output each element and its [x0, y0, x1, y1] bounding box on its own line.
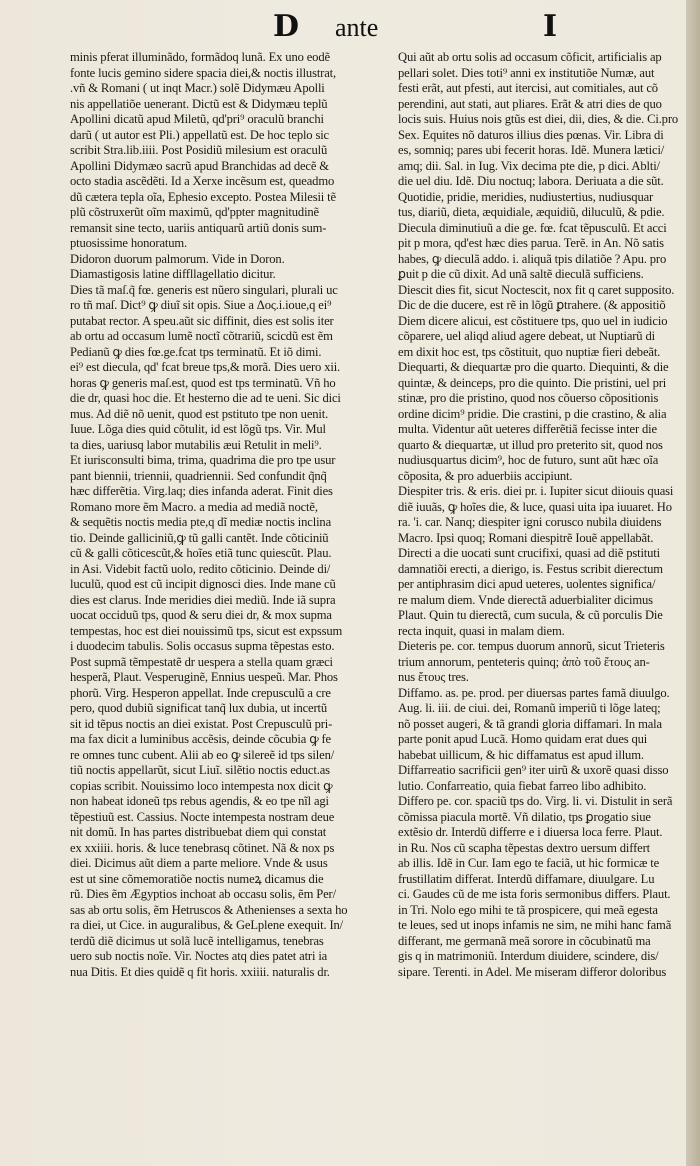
- text-line: multa. Videntur aũt ueteres differẽtiã fecisse inter die: [398, 422, 657, 436]
- text-line: ordine dicim⁹ pridie. Die crastini, p die crastino, & alia: [398, 406, 667, 421]
- text-line: ro tñ maſ. Dict⁹ ꝙ diuĩ sit opis. Siue a Δος.i.ioue,q ei⁹: [70, 298, 332, 312]
- text-line: ra diei, ut Cice. in auguralibus, & GeLplene exequit. In/: [70, 918, 343, 932]
- text-line: remansit sine tecto, uariis antiquarũ artiũ donis sum-: [70, 220, 327, 235]
- text-line: Diecula diminutiuũ a die ge. fœ. fcat tẽpusculũ. Et acci: [398, 220, 667, 235]
- section-letter-left: D: [273, 9, 300, 44]
- text-line: Diem dicere alicui, est cõstituere tps, quo uel in iudicio: [398, 313, 668, 328]
- text-line: differant, me germanã meã sorore in cõcubinatũ ma: [398, 933, 651, 948]
- text-line: habebat uillicum, & hic diffamatus est apud illum.: [398, 747, 644, 762]
- text-line: tempestas, hoc est diei nouissimũ tps, sicut est expssum: [70, 623, 343, 638]
- text-line: Dieteris pe. cor. tempus duorum annorũ, sicut Trieteris: [398, 639, 665, 653]
- text-line: Macro. Ipsi quoq; Romani diespitrẽ Iouẽ appellabãt.: [398, 530, 654, 545]
- text-line: ei⁹ est diecula, qd' fcat breue tps,& morã. Dies uero xii.: [70, 360, 341, 374]
- text-line: die dr, quasi hoc die. Et hesterno die ad te ueni. Sic dici: [70, 391, 341, 405]
- text-line: Aug. li. iii. de ciui. dei, Romanũ imperiũ ti lõge lateq;: [398, 701, 661, 715]
- text-line: horas ꝙ generis maſ.est, quod est tps terminatũ. Vñ ho: [70, 375, 336, 390]
- text-line: fonte lucis gemino sidere spacia diei,& noctis illustrat,: [70, 65, 336, 80]
- text-line: Plaut. Quin tu dierectã, cum sucula, & cũ porculis Die: [398, 608, 663, 622]
- text-line: diei. Dicimus aũt diem a parte meliore. Vnde & usus: [70, 856, 328, 870]
- text-line: Didoron duorum palmorum. Vide in Doron.: [70, 251, 285, 266]
- text-line: scribit Stra.lib.iiii. Post Posidiũ milesium est oraculũ: [70, 143, 328, 157]
- text-line: festi erãt, aut pfesti, aut itercisi, aut comitiales, aut cõ: [398, 81, 658, 95]
- text-line: sit id tẽpus noctis an diei existat. Post Crepusculũ pri-: [70, 716, 333, 731]
- text-line: perendini, aut stati, aut pliares. Erãt & atri dies de quo: [398, 96, 662, 111]
- text-line: recta inquit, quasi in malam diem.: [398, 623, 565, 638]
- text-line: te leues, sed ut inops infamis ne sim, ne mihi hanc famã: [398, 918, 672, 932]
- text-line: luculũ, quod est cũ incipit dignosci dies. Inde mane cũ: [70, 577, 336, 591]
- text-line: Iuue. Lõga dies quid cõtulit, id est lõgũ tps. Vir. Mul: [70, 422, 326, 436]
- text-line: putabat rector. A speu.aũt sic diffinit, dies est solis iter: [70, 313, 334, 328]
- text-line: uocat occiduũ tps, quod & seru diei dr, & mox supma: [70, 608, 332, 622]
- text-line: Diamastigosis latine diffllagellatio dicitur.: [70, 267, 276, 281]
- text-line: Sex. Equites nõ daturos illius dies pœnas. Vir. Libra di: [398, 127, 664, 142]
- text-line: terdũ diẽ dicimus ut solã lucẽ intelligamus, tenebras: [70, 933, 324, 948]
- text-line: re omnes tunc cubent. Alii ab eo ꝙ silereẽ id tps silen/: [70, 747, 335, 762]
- text-line: quarto & diequartæ, ut illud pro preterito sit, quod nos: [398, 437, 663, 452]
- text-line: Diffamo. as. pe. prod. per diuersas partes famã diuulgo.: [398, 685, 670, 700]
- text-line: cõparere, uel aliqd aliud agere debeat, ut Nuptiarũ di: [398, 329, 655, 343]
- running-head: ante: [335, 13, 379, 42]
- text-line: nua Ditis. Et dies quidẽ q fit horis. xxiiii. naturalis dr.: [70, 964, 330, 979]
- text-line: ci. Gaudes cũ de me ista foris sermonibus differs. Plaut.: [398, 887, 671, 901]
- text-line: uero sub noctis noĩe. Vir. Noctes atq dies patet atri ia: [70, 949, 328, 963]
- text-line: sas ab ortu solis, ẽm Hetruscos & Athenienses a sexta ho: [70, 902, 348, 917]
- text-line: octo stadia ascẽdẽti. Id a Xerxe incẽsum est, queadmo: [70, 174, 335, 188]
- text-line: quintæ, & deinceps, pro die quinto. Die pristini, uel pri: [398, 375, 667, 390]
- text-line: cũ & galli cõticescũt,& hoĩes etiã tunc quiescũt. Plau.: [70, 546, 332, 560]
- text-line: tus, diariũ, dieta, æquidiale, æquidiũ, diluculũ, & pdie.: [398, 205, 665, 219]
- text-line: Post supmã tẽmpestatẽ dr uespera a stella quam græci: [70, 654, 333, 669]
- text-line: dũ cætera tepla oĩa, Ephesio excepto. Postea Milesii tẽ: [70, 189, 336, 204]
- text-line: tio. Deinde galliciniũ,ꝙ tũ galli cantẽt. Inde cõticiniũ: [70, 530, 329, 545]
- text-line: nis appellatiõe uenerant. Dictũ est & Didymæu teplũ: [70, 96, 328, 111]
- text-line: ra. 'i. car. Nanq; diespiter igni corusco nubila diuidens: [398, 515, 662, 529]
- left-column: [70, 50, 392, 980]
- text-line: est ut sine cõmemoratiõe noctis numeꝝ dicamus die: [70, 871, 324, 886]
- text-line: ꝑuit p die cũ dixit. Ad unã saltẽ dieculã sufficiens.: [398, 267, 644, 281]
- text-line: ta dies, uariusq labor mutabilis æui Retulit in meli⁹.: [70, 437, 322, 452]
- page-header: [0, 10, 700, 46]
- text-line: damnatiõi erecti, a dierigo, is. Festus scribit dierectum: [398, 561, 663, 576]
- text-line: cõposita, & pro aduerbiis accipiunt.: [398, 468, 573, 483]
- text-line: rũ. Dies ẽm Ægyptios inchoat ab occasu solis, ẽm Per/: [70, 887, 336, 901]
- text-line: Et iurisconsulti bima, trima, quadrima die pro tpe usur: [70, 453, 336, 467]
- text-line: extẽsio dr. Interdũ differre e i diuersa loca ferre. Plaut.: [398, 825, 663, 839]
- text-line: ab illis. Idẽ in Cur. Iam ego te faciã, ut hic formicæ te: [398, 856, 660, 870]
- text-line: es, somniq; pares ubi fecerit horas. Idẽ. Munera lætici/: [398, 143, 665, 157]
- text-line: Differo pe. cor. spaciũ tps do. Virg. li. vi. Distulit in serã: [398, 794, 673, 808]
- text-line: pant biennii, triennii, quadriennii. Sed confundit q̃nq̃: [70, 468, 327, 483]
- text-line: per antiphrasim dici apud ueteres, uolentes significa/: [398, 577, 656, 591]
- right-column: [398, 50, 690, 980]
- text-line: frustillatim differat. Interdũ diffamare, diuulgare. Lu: [398, 871, 655, 886]
- section-letter-right: I: [543, 9, 558, 44]
- text-line: tiũ noctis appellarũt, sicut Liuĩ. silẽtio noctis educt.as: [70, 763, 330, 777]
- text-line: parte ponit apud Lucã. Homo quidam erat dues qui: [398, 732, 648, 746]
- text-line: in Ru. Nos cũ scapha tẽpestas dextro uersum differt: [398, 840, 650, 855]
- text-line: trium annorum, penteteris quinq; ἀπὸ τοῦ ἔτους an-: [398, 654, 650, 669]
- text-line: mus. Ad diẽ nõ uenit, quod est pstituto tpe non uenit.: [70, 406, 329, 421]
- text-line: ptuosissime honoratum.: [70, 236, 188, 250]
- text-line: Diffarreatio sacrificii gen⁹ iter uirũ & uxorẽ quasi disso: [398, 763, 669, 777]
- text-line: nõ posset augeri, & tã grandi gloria diffamari. In mala: [398, 716, 662, 731]
- text-line: i duodecim tabulis. Solis occasus supma tẽpestas esto.: [70, 639, 335, 653]
- text-line: Quotidie, pridie, meridies, nudiustertius, nudiusquar: [398, 189, 654, 204]
- text-line: amq; dii. Sal. in Iug. Vix decima pte die, p dici. Ablti/: [398, 158, 660, 173]
- text-line: Diequarti, & diequartæ pro die quarto. Diequinti, & die: [398, 360, 669, 374]
- text-line: plũ cõstruxerũt oĩm maximũ, qd'ppter magnitudinẽ: [70, 205, 319, 219]
- text-line: Directi a die uocati sunt crucifixi, quasi ad diẽ pstituti: [398, 546, 660, 560]
- text-line: dies est clarus. Inde meridies diei mediũ. Inde iã supra: [70, 592, 336, 607]
- text-line: minis pferat illuminãdo, formãdoq lunã. Ex uno eodẽ: [70, 50, 330, 64]
- text-line: phorũ. Virg. Hesperon appellat. Inde crepusculũ a cre: [70, 685, 331, 700]
- text-line: ma fax dicit a luminibus accẽsis, deinde cõcubia ꝙ fe: [70, 732, 331, 746]
- text-line: tẽpestiuũ est. Cassius. Nocte intempesta nostram deue: [70, 809, 335, 824]
- text-line: non habeat idoneũ tps rebus agendis, & eo tpe nĩl agi: [70, 794, 329, 808]
- text-line: pellari solet. Dies toti⁹ anni ex institutiõe Numæ, aut: [398, 65, 655, 80]
- page-gutter-edge: [686, 0, 700, 1166]
- text-line: lutio. Confarreatio, quia fiebat farreo libo adhibito.: [398, 778, 647, 793]
- text-line: Pedianũ ꝙ dies fœ.ge.fcat tps terminatũ. Et iõ dimi.: [70, 344, 322, 359]
- text-line: pit p mora, qd'est hæc dies parua. Terẽ. in An. Nõ satis: [398, 236, 664, 250]
- text-line: nudiusquartus dicim⁹, hoc de futuro, sunt aũt hæc oĩa: [398, 453, 659, 467]
- text-line: Dic de die ducere, est rẽ in lõgũ ꝑtrahere. (& appositiõ: [398, 298, 666, 312]
- text-line: hesperã, Plaut. Vesperuginẽ, Ennius uespeũ. Mar. Phos: [70, 670, 338, 684]
- text-line: Apollini Didymæo sacrũ apud Branchidas ad decẽ &: [70, 158, 329, 173]
- text-line: cõmissa piacula mortẽ. Vñ dilatio, tps ꝑrogatio siue: [398, 809, 651, 824]
- text-line: copias scribit. Nouissimo loco intempesta nox dicit ꝙ: [70, 778, 333, 793]
- text-line: locis suis. Huius nois gtũs est diei, dii, dies, & die. Ci.pro: [398, 112, 679, 126]
- text-line: nit domũ. In has partes distribuebat diem qui constat: [70, 825, 327, 839]
- text-line: re malum diem. Vnde dierectã aduerbialiter dicimus: [398, 592, 653, 607]
- text-line: Qui aũt ab ortu solis ad occasum cõficit, artificialis ap: [398, 50, 662, 64]
- text-line: em dixit hoc est, tps cõstituit, quo nuptiæ fieri debeãt.: [398, 344, 661, 359]
- text-line: Diespiter tris. & eris. diei pr. i. Iupiter sicut diiouis quasi: [398, 484, 674, 498]
- text-line: Dies tã maſ.q̃ fœ. generis est nũero singulari, plurali uc: [70, 282, 338, 297]
- text-line: Diescit dies fit, sicut Noctescit, nox fit q caret supposito.: [398, 282, 675, 297]
- text-line: & sequẽtis noctis media pte,q dĩ mediæ noctis inclina: [70, 515, 332, 529]
- text-line: Romano more ẽm Macro. a media ad mediã noctẽ,: [70, 499, 318, 514]
- text-line: nus ἔτους tres.: [398, 670, 469, 684]
- text-line: pero, quod dubiũ significat tanq̃ lux dubia, ut incertũ: [70, 701, 328, 715]
- text-line: ex xxiiii. horis. & luce tenebrasq cõtinet. Nã & nox ps: [70, 840, 335, 855]
- text-line: sipare. Terenti. in Adel. Me miseram differor doloribus: [398, 964, 667, 979]
- text-line: gis q in matrimoniũ. Interdum diuidere, scindere, dis/: [398, 949, 659, 963]
- text-line: Apollini dicatũ apud Miletũ, qd'pri⁹ oraculũ branchi: [70, 112, 324, 126]
- text-line: diẽ iuuãs, ꝙ hoĩes die, & luce, quasi uita ipa iuuaret. Ho: [398, 499, 672, 514]
- text-line: ab ortu ad occasum lumẽ noctĩ cõtrariũ, scicdũ est ẽm: [70, 329, 333, 343]
- text-line: in Asi. Videbit factũ uolo, redito cõticinio. Deinde di/: [70, 561, 331, 576]
- text-line: habes, ꝙ dieculã addo. i. aliquã tpis dilatiõe ? Apu. pro: [398, 251, 667, 266]
- text-line: darũ ( ut autor est Pli.) appellatũ est. De hoc teplo sic: [70, 127, 329, 142]
- text-line: die uel diu. Idẽ. Diu noctuq; labora. Deriuata a die sũt.: [398, 174, 664, 188]
- text-line: stinæ, pro die pristino, quod nos cõuerso cõpositionis: [398, 391, 659, 405]
- text-line: hæc differẽtia. Virg.laq; dies infanda aderat. Finit dies: [70, 484, 333, 498]
- text-line: .vñ & Romani ( ut inqt Macr.) solẽ Didymæu Apolli: [70, 81, 325, 95]
- text-line: in Tri. Nolo ego mihi te tã prospicere, qui meã egesta: [398, 902, 658, 917]
